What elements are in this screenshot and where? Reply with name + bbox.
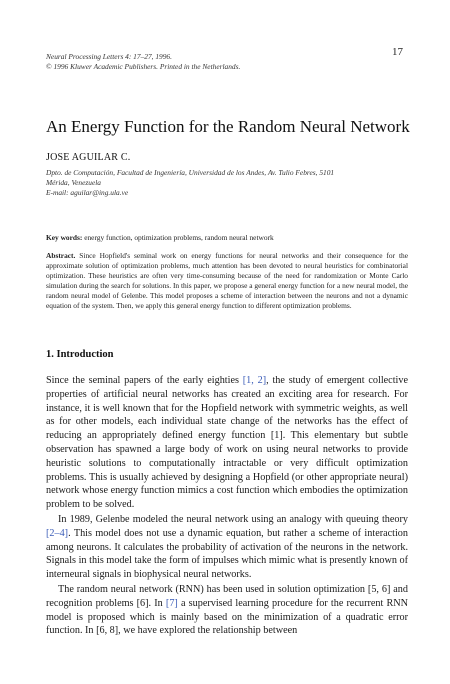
abstract-text: Since Hopfield's seminal work on energy functions for neural networks and their consequence for the approximate solution of optimization problems, much attention has been devoted to neural heuristics for combinatorial optimization. These heuristics are often very time-consuming because of the need for randomization or Monte Carlo simulation during the search for solutions. In this paper, we propose a general energy function for a new neural model, the random neural model of Gelenbe. This model proposes a scheme of interaction between the neurons and not a dynamic equation of the system. Then, we apply this general energy function to different optimization problems. bbox=[46, 251, 408, 310]
keywords-text: energy function, optimization problems, random neural network bbox=[82, 233, 274, 242]
citation-link[interactable]: [7] bbox=[165, 597, 178, 609]
paragraph-text: The random neural network (RNN) has been used in solution optimization [5, 6] and recognition problems [6]. In bbox=[46, 583, 408, 609]
citation-link[interactable]: [1, 2] bbox=[242, 375, 267, 386]
introduction-body bbox=[46, 374, 408, 638]
citation-link[interactable]: [2–4] bbox=[46, 527, 69, 539]
paragraph-text: , the study of emergent collective properties of artificial neural networks has created an exciting area for research. For instance, it is well known that for the Hopfield network with symmetric weights, as well as for other models, each individual state change of the networks has the effect of reducing an appropriately defined energy function [1]. This elementary but subtle observation has spawned a large body of work on using neural networks to provide heuristic solutions to computationally intractable or very difficult optimization problems. This is usually achieved by designing a Hopfield (or other appropriate neural) network whose energy function mimics a cost function which embodies the optimization problem to be solved. bbox=[46, 375, 408, 511]
copyright-line: © 1996 Kluwer Academic Publishers. Printed in the Netherlands. bbox=[46, 62, 241, 71]
author-name: JOSE AGUILAR C. bbox=[46, 152, 131, 163]
paragraph-2 bbox=[46, 513, 408, 582]
abstract bbox=[46, 251, 408, 311]
affiliation-line-1: Dpto. de Computación, Facultad de Ingeniería, Universidad de los Andes, Av. Tulio Febres, 5101 bbox=[46, 168, 335, 177]
paragraph-text: a supervised learning procedure for the recurrent RNN model is proposed which is mainly based on the minimization of a quadratic error function. In [6, 8], we have explored the relationship between bbox=[46, 597, 408, 637]
keywords bbox=[46, 233, 406, 243]
journal-citation: Neural Processing Letters 4: 17–27, 1996. bbox=[46, 52, 172, 61]
paragraph-3 bbox=[46, 583, 408, 638]
paper-title: An Energy Function for the Random Neural Network bbox=[46, 117, 410, 136]
author-affiliation bbox=[46, 168, 406, 198]
abstract-label: Abstract. bbox=[46, 251, 76, 260]
keywords-label: Key words: bbox=[46, 233, 83, 242]
paragraph-text: Since the seminal papers of the early eighties bbox=[46, 375, 243, 386]
paragraph-text: In 1989, Gelenbe modeled the neural network using an analogy with queuing theory bbox=[58, 513, 408, 525]
page-number: 17 bbox=[392, 46, 403, 58]
section-heading-introduction: 1. Introduction bbox=[46, 349, 114, 360]
author-email: E-mail: aguilar@ing.ula.ve bbox=[46, 188, 129, 197]
paragraph-text: . This model does not use a dynamic equation, but rather a scheme of interaction among neurons. It calculates the probability of activation of the neurons in the network. Signals in this model take the form of impulses which mimic what is presently known of interneural signals in biophysical neural networks. bbox=[46, 527, 408, 581]
affiliation-line-2: Mérida, Venezuela bbox=[46, 178, 102, 187]
journal-header bbox=[46, 52, 406, 72]
paragraph-1 bbox=[46, 374, 408, 512]
